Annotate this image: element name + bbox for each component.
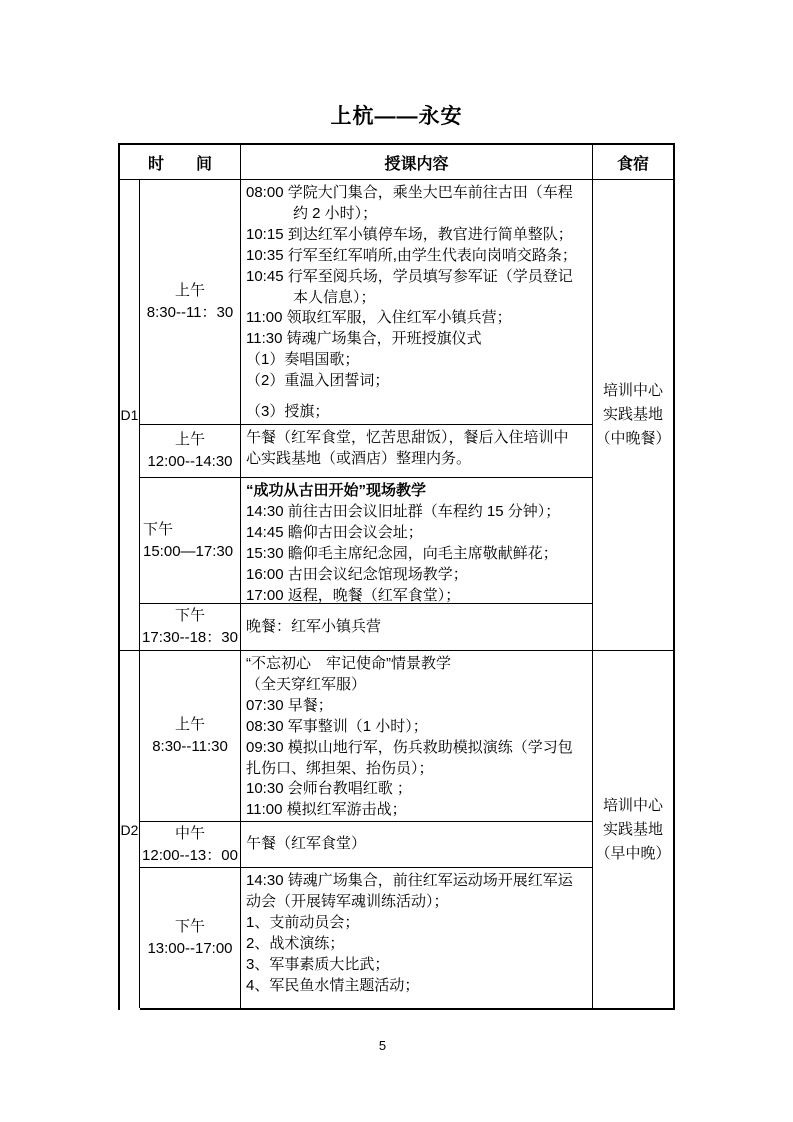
content-line: 1、支前动员会； [246,913,360,931]
content-line: 10:35 行军至红军哨所,由学生代表向岗哨交路条； [246,246,577,264]
period-label: 中午 [174,824,205,842]
time-range: 17:30--18：30 [142,629,238,646]
content-line: 17:00 返程，晚餐（红军食堂）； [246,586,461,604]
content-line: 09:30 模拟山地行军，伤兵救助模拟演练（学习包 [246,738,573,756]
content-line: 心实践基地（或酒店）整理内务。 [246,449,472,467]
header-time: 时 间 [120,145,241,180]
content-cell-d1-evening [241,604,593,651]
board-cell-d1 [593,180,673,651]
time-cell-d1-afternoon [140,478,241,604]
period-label: 下午 [174,607,205,624]
content-line: 4、军民鱼水情主题活动； [246,976,420,994]
content-line: 07:30 早餐； [246,696,333,714]
time-cell-d1-morning [140,180,241,425]
content-cell-d2-morning [241,651,593,822]
content-line: （3）授旗； [246,403,330,421]
day-label-d2: D2 [120,651,140,1008]
content-line: 实践基地 [602,406,663,423]
content-line: 培训中心 [602,382,663,399]
content-line: 约 2 小时）； [293,204,378,222]
content-line: 3、军事素质大比武； [246,955,390,973]
content-line: 10:45 行军至阅兵场，学员填写参军证（学员登记 [246,267,573,285]
content-line: （全天穿红军服） [246,675,367,693]
page-title: 上杭——永安 [330,105,463,128]
time-range: 8:30--11：30 [146,304,234,321]
time-range: 15:00—17:30 [143,542,234,560]
content-line: 14:30 前往古田会议旧址群（车程约 15 分钟）； [246,502,561,520]
period-label: 上午 [174,282,205,299]
time-range: 8:30--11:30 [152,738,228,755]
content-line: （2）重温入团誓词； [246,372,390,390]
content-cell-d1-morning [241,180,593,425]
day-label-d1: D1 [120,180,140,651]
content-line: 午餐（红军食堂） [246,835,367,853]
content-line: 11:30 铸魂广场集合，开班授旗仪式 [246,330,482,348]
content-cell-d1-noon [241,425,593,478]
table-bottom-gap [120,1008,140,1010]
time-cell-d1-noon [140,425,241,478]
content-line: “成功从古田开始”现场教学 [246,482,427,499]
content-line: 本人信息）； [293,288,376,306]
page-number: 5 [378,1038,387,1053]
period-label: 下午 [174,918,205,935]
content-line: 扎伤口、绑担架、抬伤员）； [246,759,434,777]
content-line: （中晚餐） [595,430,671,447]
content-line: （1）奏唱国歌； [246,351,360,369]
period-label: 下午 [143,520,174,538]
schedule-table [118,143,675,1010]
header-board: 食宿 [593,145,673,180]
content-line: 午餐（红军食堂，忆苦思甜饭），餐后入住培训中 [246,429,569,446]
content-line: 10:15 到达红军小镇停车场，教官进行简单整队； [246,225,573,243]
content-line: （早中晚） [595,844,671,862]
content-line: 10:30 会师台教唱红歌 ； [246,780,412,798]
content-line: “不忘初心 牢记使命”情景教学 [246,655,451,672]
time-range: 12:00--13：00 [142,846,238,864]
content-cell-d2-afternoon [241,868,593,1008]
time-range: 12:00--14:30 [147,453,233,470]
content-line: 2、战术演练； [246,934,345,952]
content-line: 晚餐：红军小镇兵营 [246,617,382,635]
time-cell-d2-morning [140,651,241,822]
content-line: 11:00 领取红军服，入住红军小镇兵营； [246,309,512,327]
content-line: 培训中心 [602,796,663,814]
content-line: 08:00 学院大门集合，乘坐大巴车前往古田（车程 [246,184,573,201]
time-cell-d2-noon [140,822,241,868]
board-cell-d2 [593,651,673,1008]
content-line: 实践基地 [602,820,663,838]
content-cell-d1-afternoon [241,478,593,604]
time-cell-d1-evening [140,604,241,651]
content-line: 动会（开展铸军魂训练活动）； [246,892,449,910]
content-line: 16:00 古田会议纪念馆现场教学； [246,565,468,583]
content-line: 15:30 瞻仰毛主席纪念园，向毛主席敬献鲜花； [246,544,558,562]
content-line: 14:30 铸魂广场集合，前往红军运动场开展红军运 [246,872,573,889]
period-label: 上午 [174,431,205,448]
content-line: 11:00 模拟红军游击战； [246,801,407,819]
time-range: 13:00--17:00 [147,940,233,957]
time-cell-d2-afternoon [140,868,241,1008]
content-line: 08:30 军事整训（1 小时）； [246,717,428,735]
content-line: 14:45 瞻仰古田会议会址； [246,523,423,541]
header-content: 授课内容 [241,145,593,180]
content-cell-d2-noon [241,822,593,868]
period-label: 上午 [174,716,205,733]
